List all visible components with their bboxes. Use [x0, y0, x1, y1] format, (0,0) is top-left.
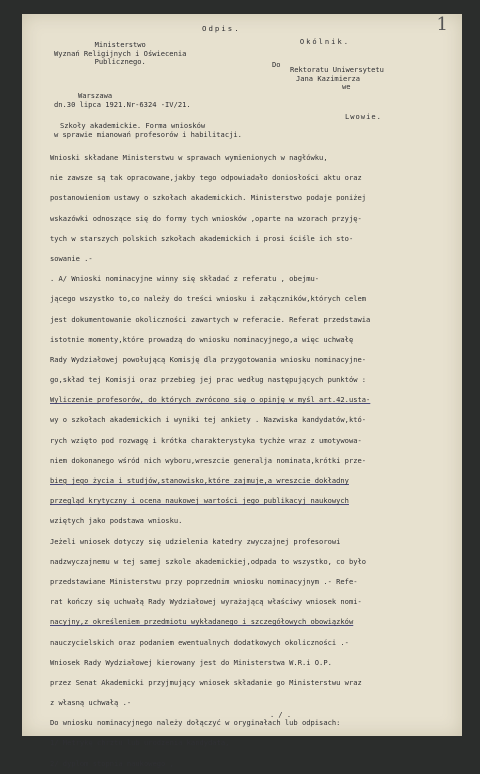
body-line: wy o szkołach akademickich i wyniki tej ankiety . Nazwiska kandydatów,któ-: [50, 415, 367, 425]
body-line: nadzwyczajnemu w tej samej szkole akademickiej,odpada to wszystko, co było: [50, 556, 367, 566]
sender-line: Ministerstwo: [94, 40, 146, 49]
continuation-mark: . / .: [270, 711, 292, 719]
recipient-address: [290, 66, 384, 92]
body-line: nie zawsze są tak opracowane,jakby tego odpowiadało doniosłości aktu oraz: [50, 173, 362, 183]
document-body: [50, 148, 448, 774]
body-line: wziętych jako podstawa wniosku.: [50, 516, 183, 526]
document-page: [22, 14, 462, 768]
body-line: sowanie .-: [50, 253, 93, 263]
subject: [54, 122, 242, 139]
body-line: postanowieniom ustawy o szkołach akademickich. Ministerstwo podaje poniżej: [50, 193, 367, 203]
document-title: Odpis.: [202, 24, 241, 33]
body-line: z własną uchwałą .-: [50, 698, 132, 708]
body-line: istotnie momenty,które prowadzą do wniosku nominacyjnego,a więc uchwałę: [50, 334, 354, 344]
date-line: Warszawa: [78, 91, 113, 100]
body-line: bieg jego życia i studjów,stanowisko,które zajmuje,a wreszcie dokładny: [50, 476, 349, 485]
body-line: nacyjny,z określeniem przedmiotu wykładanego i szczegółowych obowiązków: [50, 617, 354, 627]
body-line: Wniosek Rady Wydziałowej kierowany jest do Ministerstwa W.R.i O.P.: [50, 657, 332, 667]
address-line: we: [342, 82, 351, 91]
body-line: Jeżeli wniosek dotyczy się udzielenia katedry zwyczajnej profesorowi: [50, 536, 341, 546]
body-line: jącego wszystko to,co należy do treści wniosku i załączników,których celem: [50, 294, 367, 304]
body-line: rych wzięto pod rozwagę i krótka charakterystyka tychże wraz z umotywowa-: [50, 435, 362, 445]
body-line: 2/ dyplom stopnia naukowego ,: [50, 758, 174, 768]
body-line: Wnioski składane Ministerstwu w sprawach wymienionych w nagłówku,: [50, 153, 328, 162]
body-line: niem dokonanego wśród nich wyboru,wreszcie generalja nominata,krótki prze-: [50, 455, 367, 465]
body-line: Wyliczenie profesorów, do których zwrócono się o opinję w myśl art.42.usta-: [50, 395, 371, 405]
address-line: Jana Kazimierza: [296, 73, 361, 83]
date-line: dn.30 lipca 1921.Nr-6324 -IV/21.: [54, 99, 191, 109]
body-line: rat kończy się uchwałą Rady Wydziałowej wyrażającą właściwy wniosek nomi-: [50, 597, 362, 607]
sender-line: Publicznego.: [94, 57, 146, 66]
sender-header: [54, 41, 186, 67]
recipient-prefix: Do: [272, 60, 281, 69]
sender-line: Wyznań Religijnych i Oświecenia: [54, 48, 187, 58]
date-reference: [54, 92, 191, 109]
body-line: wskazówki odnoszące się do formy tych wniosków ,oparte na wzorach przyję-: [50, 213, 362, 223]
subject-line: Szkoły akademickie. Forma wniosków: [60, 121, 206, 130]
body-line: go,skład tej Komisji oraz przebieg jej prac według następujących punktów :: [50, 375, 367, 385]
body-line: . A/ Wnioski nominacyjne winny się składać z referatu , obejmu-: [50, 274, 320, 284]
body-line: przedstawiane Ministerstwu przy poprzednim wniosku nominacyjnym .- Refe-: [50, 576, 358, 586]
page-number: 1: [436, 14, 448, 35]
subject-line: w sprawie mianowań profesorów i habilitacji.: [54, 129, 242, 139]
body-line: jest dokumentowanie okoliczności zawartych w referacie. Referat przedstawia: [50, 314, 371, 324]
body-line: tych w starszych polskich szkołach akademickich i prosi ściśle ich sto-: [50, 233, 354, 243]
body-line: przez Senat Akademicki przyjmujący wniosek składanie go Ministerstwu wraz: [50, 677, 362, 687]
address-line: Rektoratu Uniwersytetu: [290, 65, 384, 74]
city-name: Lwowie.: [345, 112, 382, 121]
body-line: 1/ Metrykę chrztu lub urodzenia kandydata,: [50, 738, 230, 748]
circular-label: Okólnik.: [299, 37, 350, 46]
body-line: Do wniosku nominacyjnego należy dołączyć w oryginałach lub odpisach:: [50, 718, 341, 728]
body-line: nauczycielskich oraz podaniem ewentualnych dodatkowych okoliczności .-: [50, 637, 349, 647]
body-line: przegląd krytyczny i ocena naukowej wartości jego publikacyj naukowych: [50, 496, 349, 506]
body-line: Rady Wydziałowej powołującą Komisję dla przygotowania wniosku nominacyjne-: [50, 354, 367, 364]
